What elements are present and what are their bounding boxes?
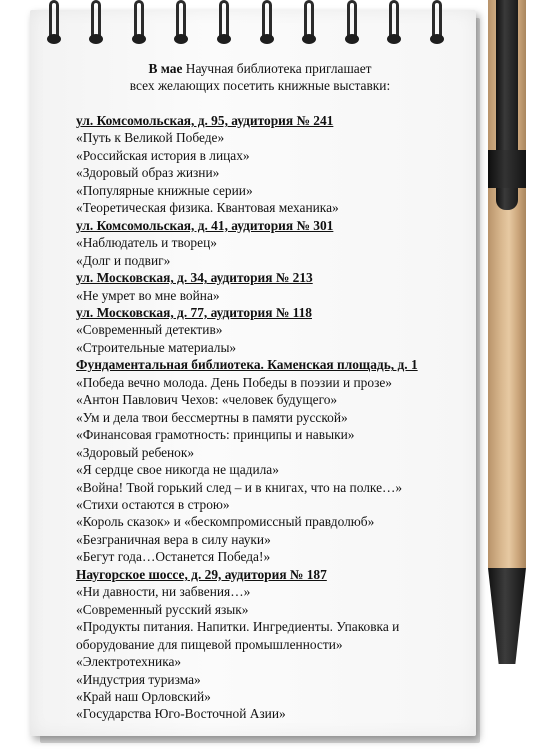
location-heading: ул. Московская, д. 34, аудитория № 213 — [76, 270, 313, 286]
exhibition-title: «Наблюдатель и творец» — [76, 235, 217, 251]
intro-month: В мае — [148, 61, 183, 76]
exhibition-title: «Современный русский язык» — [76, 601, 249, 617]
exhibition-title: «Электротехника» — [76, 654, 182, 670]
exhibition-title: «Современный детектив» — [76, 322, 223, 338]
location-heading: ул. Московская, д. 77, аудитория № 118 — [76, 304, 312, 320]
exhibition-title: «Бегут года…Останется Победа!» — [76, 549, 271, 565]
exhibition-title: «Война! Твой горький след – и в книгах, что на полке…» — [76, 479, 403, 495]
location-heading: ул. Комсомольская, д. 41, аудитория № 301 — [76, 217, 334, 233]
exhibition-title: «Ум и дела твои бессмертны в памяти русской» — [76, 409, 348, 425]
intro-text — [120, 60, 400, 94]
exhibition-title: «Не умрет во мне война» — [76, 287, 220, 303]
exhibition-title: «Государства Юго-Восточной Азии» — [76, 706, 286, 722]
location-heading: Наугорское шоссе, д. 29, аудитория № 187 — [76, 566, 327, 582]
exhibition-title: «Продукты питания. Напитки. Ингредиенты. Упаковка и оборудование для пищевой промышленности» — [76, 619, 400, 652]
exhibition-title: «Путь к Великой Победе» — [76, 130, 225, 146]
exhibition-title: «Финансовая грамотность: принципы и навыки» — [76, 427, 355, 443]
intro-line-1 — [120, 60, 400, 77]
exhibition-title: «Теоретическая физика. Квантовая механика» — [76, 200, 339, 216]
exhibition-title: «Здоровый образ жизни» — [76, 165, 220, 181]
exhibition-title: «Здоровый ребенок» — [76, 444, 195, 460]
location-heading: Фундаментальная библиотека. Каменская площадь, д. 1 — [76, 357, 418, 373]
exhibition-title: «Безграничная вера в силу науки» — [76, 531, 271, 547]
intro-line-2: всех желающих посетить книжные выставки: — [129, 78, 391, 93]
exhibition-title: «Победа вечно молода. День Победы в поэзии и прозе» — [76, 374, 392, 390]
exhibition-title: «Король сказок» и «бескомпромиссный правдолюб» — [76, 514, 375, 530]
exhibition-title: «Ни давности, ни забвения…» — [76, 584, 251, 600]
exhibition-title: «Популярные книжные серии» — [76, 182, 253, 198]
exhibition-title: «Край наш Орловский» — [76, 688, 211, 704]
exhibition-title: «Я сердце свое никогда не щадила» — [76, 462, 279, 478]
exhibition-list — [76, 112, 476, 723]
exhibition-title: «Российская история в лицах» — [76, 147, 250, 163]
intro-line-1-rest: Научная библиотека приглашает — [182, 61, 372, 76]
exhibition-title: «Строительные материалы» — [76, 339, 237, 355]
location-heading: ул. Комсомольская, д. 95, аудитория № 241 — [76, 113, 334, 128]
exhibition-title: «Антон Павлович Чехов: «человек будущего» — [76, 392, 338, 408]
exhibition-title: «Стихи остаются в строю» — [76, 496, 230, 512]
exhibition-title: «Долг и подвиг» — [76, 252, 171, 268]
exhibition-title: «Индустрия туризма» — [76, 671, 201, 687]
